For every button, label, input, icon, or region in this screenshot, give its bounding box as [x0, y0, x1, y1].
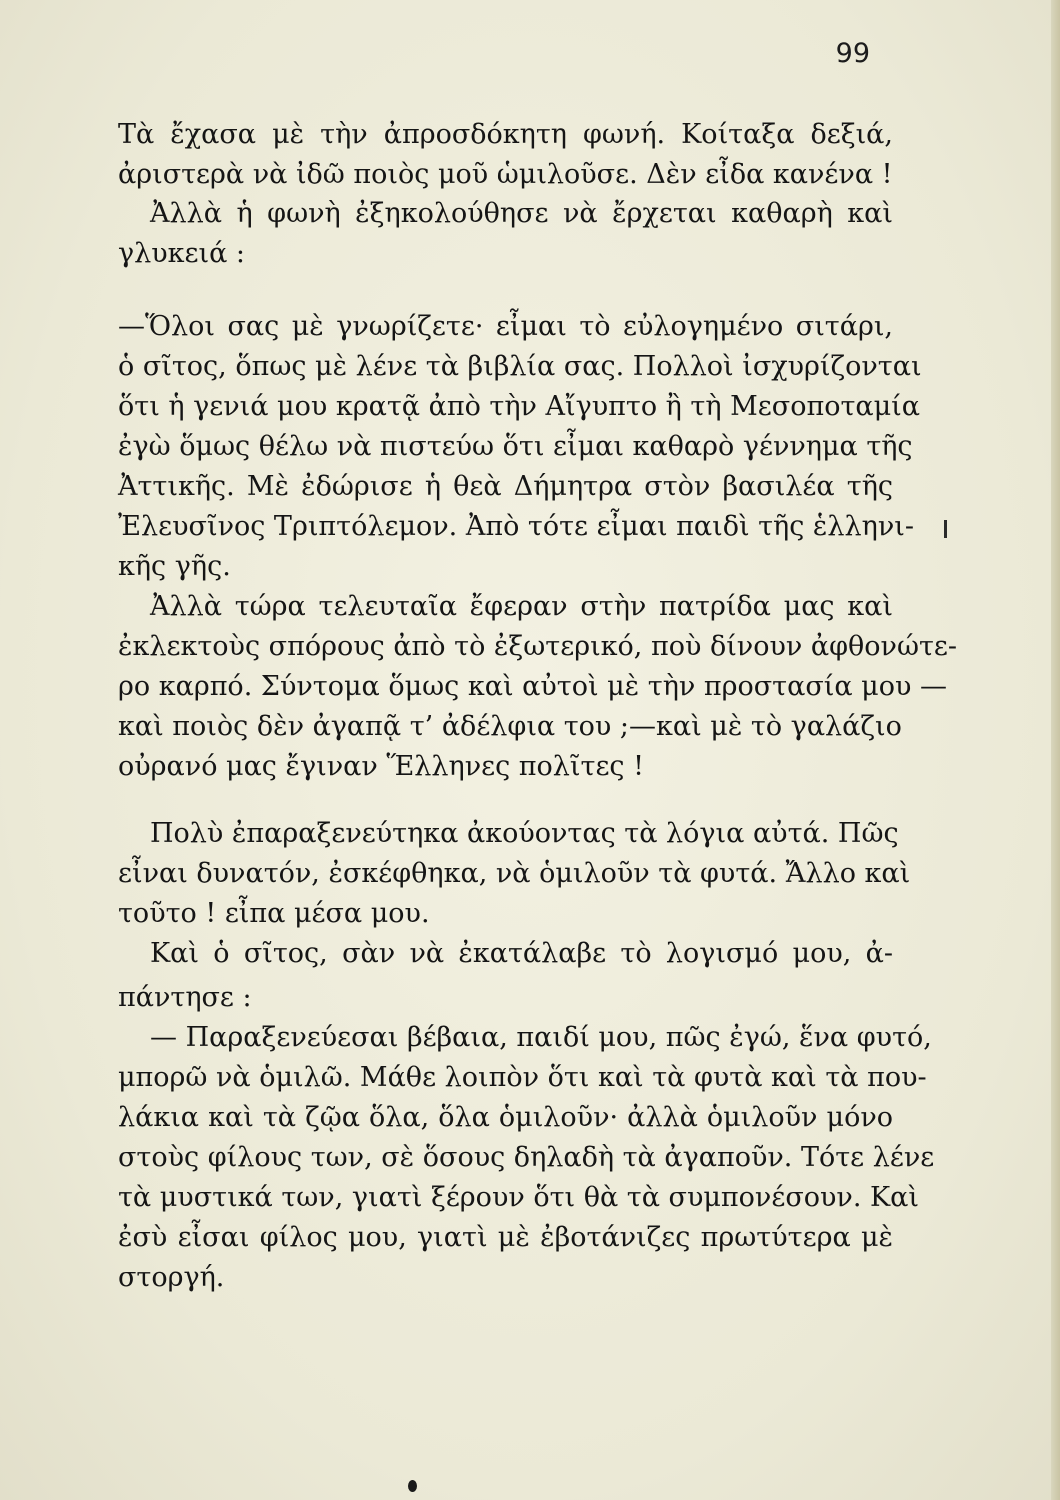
text-line: Πολὺ ἐπαραξενεύτηκα ἀκούοντας τὰ λόγια αὐτά. Πῶς	[150, 818, 899, 849]
text-line: Ἀλλὰ τώρα τελευταῖα ἔφεραν στὴν πατρίδα μας καὶ	[150, 591, 893, 622]
text-line: πάντησε :	[118, 982, 252, 1013]
text-line: ἀριστερὰ νὰ ἰδῶ ποιὸς μοῦ ὡμιλοῦσε. Δὲν εἶδα κανένα !	[118, 159, 893, 190]
text-line: Ἐλευσῖνος Τριπτόλεμον. Ἀπὸ τότε εἶμαι παιδὶ τῆς ἑλληνι-	[118, 511, 914, 542]
text-line: ἐσὺ εἶσαι φίλος μου, γιατὶ μὲ ἐβοτάνιζες πρωτύτερα μὲ	[118, 1222, 893, 1253]
margin-mark	[944, 520, 947, 538]
text-line: λάκια καὶ τὰ ζῷα ὅλα, ὅλα ὁμιλοῦν· ἀλλὰ ὁμιλοῦν μόνο	[118, 1102, 893, 1133]
page-number: 99	[835, 38, 870, 69]
text-line: μπορῶ νὰ ὁμιλῶ. Μάθε λοιπὸν ὅτι καὶ τὰ φυτὰ καὶ τὰ που-	[118, 1062, 927, 1093]
text-line: στοργή.	[118, 1262, 225, 1293]
text-line: ὁ σῖτος, ὅπως μὲ λένε τὰ βιβλία σας. Πολλοὶ ἰσχυρίζονται	[118, 351, 922, 382]
text-line: Καὶ ὁ σῖτος, σὰν νὰ ἐκατάλαβε τὸ λογισμό μου, ἀ-	[150, 938, 893, 969]
text-line: Ἀλλὰ ἡ φωνὴ ἐξηκολούθησε νὰ ἔρχεται καθαρὴ καὶ	[150, 198, 893, 229]
text-line: Τὰ ἔχασα μὲ τὴν ἀπροσδόκητη φωνή. Κοίταξα δεξιά,	[118, 119, 893, 150]
page-edge	[1051, 0, 1060, 1500]
text-line: ἐγὼ ὅμως θέλω νὰ πιστεύω ὅτι εἶμαι καθαρὸ γέννημα τῆς	[118, 431, 913, 462]
text-line: τοῦτο ! εἶπα μέσα μου.	[118, 898, 430, 929]
text-line: οὐρανό μας ἔγιναν Ἕλληνες πολῖτες !	[118, 751, 644, 782]
text-line: —Ὅλοι σας μὲ γνωρίζετε· εἶμαι τὸ εὐλογημένο σιτάρι,	[118, 311, 893, 342]
text-line: — Παραξενεύεσαι βέβαια, παιδί μου, πῶς ἐγώ, ἕνα φυτό,	[150, 1022, 932, 1053]
text-line: κῆς γῆς.	[118, 551, 231, 582]
text-line: ὅτι ἡ γενιά μου κρατᾷ ἀπὸ τὴν Αἴγυπτο ἢ τὴ Μεσοποταμία	[118, 391, 920, 422]
text-line: ρο καρπό. Σύντομα ὅμως καὶ αὐτοὶ μὲ τὴν προστασία μου —	[118, 671, 947, 702]
ink-blot	[408, 1480, 417, 1492]
text-line: εἶναι δυνατόν, ἐσκέφθηκα, νὰ ὁμιλοῦν τὰ φυτά. Ἄλλο καὶ	[118, 858, 911, 889]
text-line: Ἀττικῆς. Μὲ ἐδώρισε ἡ θεὰ Δήμητρα στὸν βασιλέα τῆς	[118, 471, 893, 502]
text-line: στοὺς φίλους των, σὲ ὅσους δηλαδὴ τὰ ἀγαποῦν. Τότε λένε	[118, 1142, 935, 1173]
text-line: καὶ ποιὸς δὲν ἀγαπᾷ τ’ ἀδέλφια του ;—καὶ μὲ τὸ γαλάζιο	[118, 711, 902, 742]
text-line: ἐκλεκτοὺς σπόρους ἀπὸ τὸ ἐξωτερικό, ποὺ δίνουν ἀφθονώτε-	[118, 631, 958, 662]
text-line: γλυκειά :	[118, 238, 246, 269]
text-line: τὰ μυστικά των, γιατὶ ξέρουν ὅτι θὰ τὰ συμπονέσουν. Καὶ	[118, 1182, 919, 1213]
